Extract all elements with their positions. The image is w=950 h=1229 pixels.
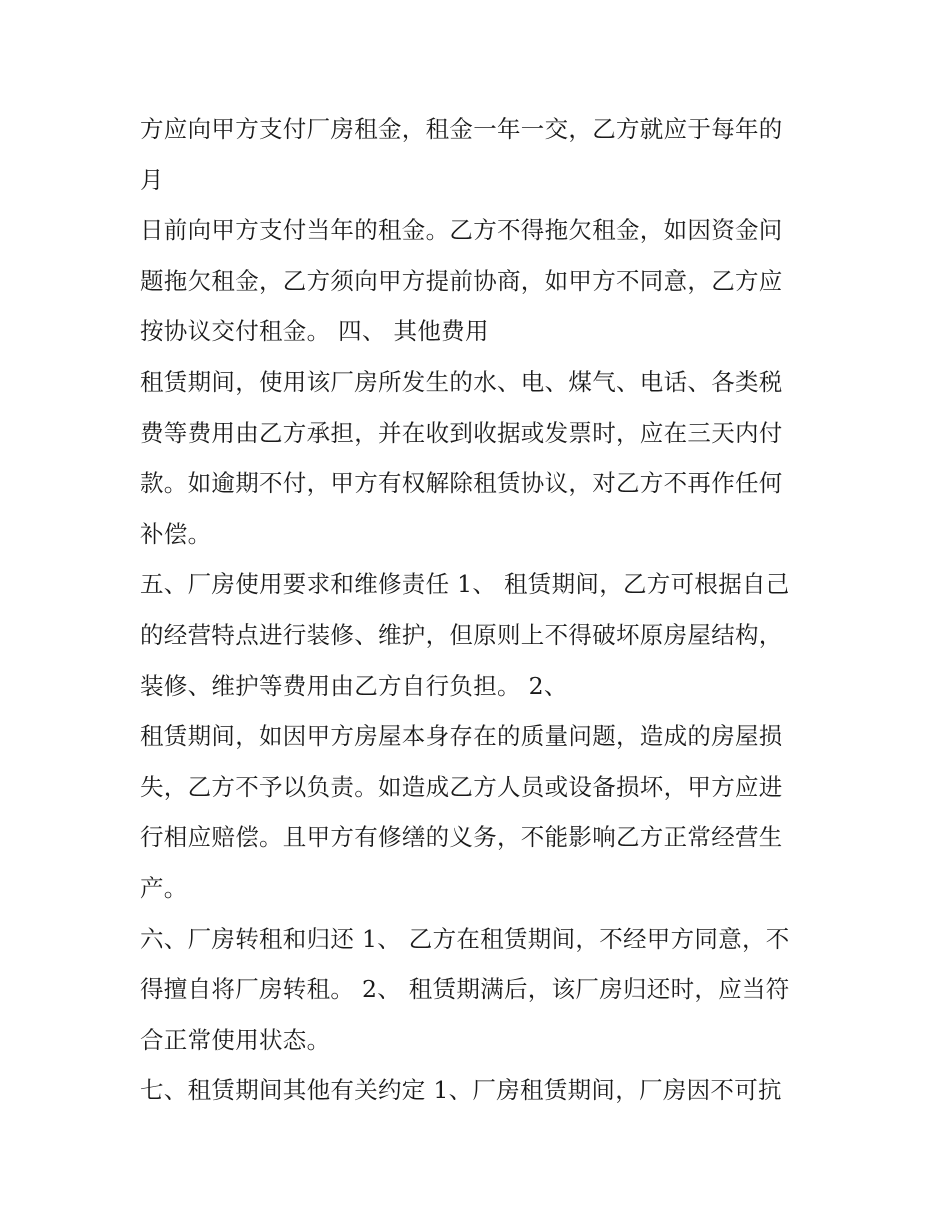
text-line: 装修、维护等费用由乙方自行负担。 2、 xyxy=(140,671,568,700)
text-line: 得擅自将厂房转租。 2、 租赁期满后，该厂房归还时，应当符 xyxy=(140,975,790,1004)
text-line: 费等费用由乙方承担，并在收到收据或发票时，应在三天内付 xyxy=(140,418,783,447)
contract-body-text xyxy=(140,104,815,1116)
text-line: 的经营特点进行装修、维护，但原则上不得破坏原房屋结构， xyxy=(140,620,783,649)
text-line: 失，乙方不予以负责。如造成乙方人员或设备损坏，甲方应进 xyxy=(140,772,783,801)
text-line: 六、厂房转租和归还 1、 乙方在租赁期间，不经甲方同意，不 xyxy=(140,924,790,953)
text-line: 五、厂房使用要求和维修责任 1、 租赁期间，乙方可根据自己 xyxy=(140,570,790,599)
text-line: 产。 xyxy=(140,873,188,902)
text-line: 租赁期间，如因甲方房屋本身存在的质量问题，造成的房屋损 xyxy=(140,722,783,751)
text-line: 按协议交付租金。 四、 其他费用 xyxy=(140,317,489,346)
text-line: 七、租赁期间其他有关约定 1、厂房租赁期间，厂房因不可抗 xyxy=(140,1076,782,1105)
text-line: 方应向甲方支付厂房租金，租金一年一交，乙方就应于每年的 xyxy=(140,115,783,143)
text-line: 补偿。 xyxy=(140,519,212,548)
text-line: 月 xyxy=(140,165,164,194)
text-line: 题拖欠租金，乙方须向甲方提前协商，如甲方不同意，乙方应 xyxy=(140,266,783,295)
text-line: 租赁期间，使用该厂房所发生的水、电、煤气、电话、各类税 xyxy=(140,367,783,396)
text-line: 行相应赔偿。且甲方有修缮的义务，不能影响乙方正常经营生 xyxy=(140,823,783,852)
text-line: 合正常使用状态。 xyxy=(140,1025,331,1054)
text-line: 日前向甲方支付当年的租金。乙方不得拖欠租金，如因资金问 xyxy=(140,216,783,245)
text-line: 款。如逾期不付，甲方有权解除租赁协议，对乙方不再作任何 xyxy=(140,469,783,498)
